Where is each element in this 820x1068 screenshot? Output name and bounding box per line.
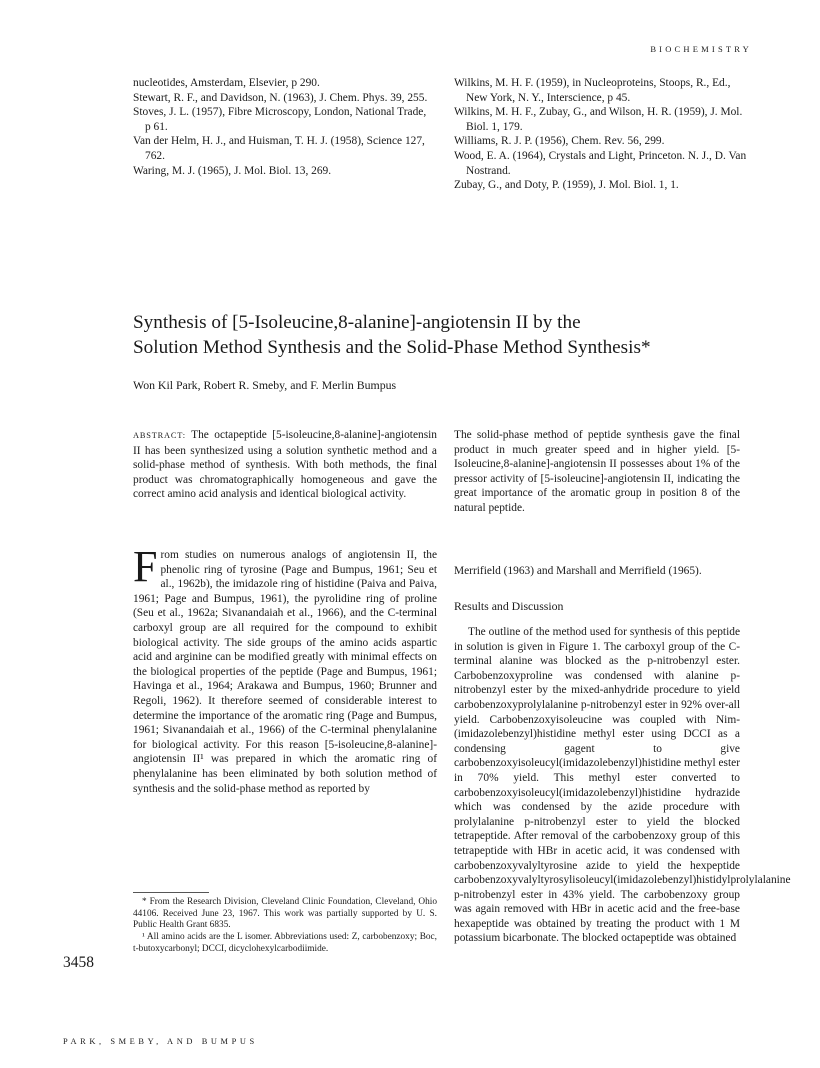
results-text: The outline of the method used for synthesis of this peptide in solution is given in Figure 1. The carboxyl group of the C-terminal alanine was blocked as the p-nitrobenzyl ester. Carbobenzoxyproline was condensed with alanine p-nitrobenzyl ester by the mixed-anhydride procedure to yield carbobenzoxyprolylalanine p-nitrobenzyl ester in 92% over-all yield. Carbobenzoxyisoleucine was coupled with Nim-(imidazolebenzyl)histidine methyl ester using DCCI as a condensing gagent to give carbobenzoxyisoleucyl(imidazolebenzyl)histidine methyl ester in 70% yield. This methyl ester converted to carbobenzoxyisoleucyl(imidazolebenzyl)histidine hydrazide which was condensed by the azide procedure with prolylalanine p-nitrobenzyl ester to yield the blocked tetrapeptide. After removal of the carbobenzoxy group of this tetrapeptide with HBr in acetic acid, it was condensed with carbobenzoxyvalyltyrosine azide to yield the hexpeptide carbobenzoxyvalyltyrosylisoleucyl(imidazolebenzyl)histidylprolylalanine p-nitrobenzyl ester in 43% yield. The carbobenzoxy group was again removed with HBr in acetic acid and the free-base hexapeptide was obtained by treating the product with 1 M potassium bicarbonate. The blocked octapeptide was obtained	[454, 626, 791, 945]
reference-item: Wilkins, M. H. F. (1959), in Nucleoproteins, Stoops, R., Ed., New York, N. Y., Interscience, p 45.	[454, 77, 731, 104]
reference-item: nucleotides, Amsterdam, Elsevier, p 290.	[133, 77, 320, 89]
abstract-left	[133, 428, 437, 502]
reference-item: Wood, E. A. (1964), Crystals and Light, Princeton. N. J., D. Van Nostrand.	[454, 149, 747, 177]
abstract-label: ABSTRACT:	[133, 431, 186, 440]
page-number: 3458	[63, 954, 94, 971]
drop-cap: F	[133, 542, 158, 591]
reference-item: Stoves, J. L. (1957), Fibre Microscopy, London, National Trade, p 61.	[133, 106, 427, 133]
footnote: * From the Research Division, Cleveland Clinic Foundation, Cleveland, Ohio 44106. Received June 23, 1967. This work was partially supported by U. S. Public Health Grant 6835.	[133, 897, 437, 931]
running-foot: PARK, SMEBY, AND BUMPUS	[63, 1037, 258, 1046]
intro-continued: Merrifield (1963) and Marshall and Merrifield (1965).	[454, 565, 702, 577]
reference-item: Zubay, G., and Doty, P. (1959), J. Mol. Biol. 1, 1.	[454, 179, 679, 192]
article-title	[133, 311, 753, 360]
footnotes	[133, 897, 437, 956]
title-line: Synthesis of [5-Isoleucine,8-alanine]-angiotensin II by the	[133, 312, 581, 333]
references-left	[133, 76, 433, 178]
reference-item: Van der Helm, H. J., and Huisman, T. H. J. (1958), Science 127, 762.	[133, 135, 425, 162]
authors: Won Kil Park, Robert R. Smeby, and F. Merlin Bumpus	[133, 378, 397, 392]
intro-text: rom studies on numerous analogs of angiotensin II, the phenolic ring of tyrosine (Page and Bumpus, 1961; Seu et al., 1962b), the imidazole ring of histidine (Paiva and Paiva, 1961; Page and Bumpus, 1961), the pyrolidine ring of proline (Seu et al., 1962a; Sivanandaiah et al., 1966), and the C-terminal carboxyl group are all required for the compound to exhibit biological activity. The side groups of the amino acids aspartic acid and arginine can be modified greatly with minimal effects on the biological properties of the peptide (Page and Bumpus, 1961; Havinga et al., 1964; Arakawa and Bumpus, 1960; Brunner and Regoli, 1962). It therefore seemed of considerable interest to determine the importance of the aromatic ring (Page and Bumpus, 1961; Sivanandaiah et al., 1966) of the C-terminal phenylalanine for biological activity. For this reason [5-isoleucine,8-alanine]-angiotensin II¹ was prepared in which the aromatic ring of phenylalanine has been eliminated by both solution method of synthesis and the solid-phase method as reported by	[133, 549, 437, 795]
references-right	[454, 76, 754, 193]
abstract-right: The solid-phase method of peptide synthesis gave the final product in much greater speed and in higher yield. [5-Isoleucine,8-alanine]-angiotensin II possesses about 1% of the pressor activity of [5-isoleucine]-angiotensin II, indicating the great importance of the aromatic group in position 8 of the natural peptide.	[454, 429, 740, 514]
abstract-text: The octapeptide [5-isoleucine,8-alanine]-angiotensin II has been synthesized using a solution synthetic method and a solid-phase method of synthesis. With both methods, the final product was chromatographically homogeneous and gave the correct amino acid analysis and identical biological activity.	[133, 429, 437, 501]
running-head: BIOCHEMISTRY	[650, 44, 752, 54]
footnote-rule	[133, 892, 209, 893]
reference-item: Waring, M. J. (1965), J. Mol. Biol. 13, 269.	[133, 164, 332, 177]
reference-item: Wilkins, M. H. F., Zubay, G., and Wilson, H. R. (1959), J. Mol. Biol. 1, 179.	[454, 106, 743, 133]
section-heading: Results and Discussion	[454, 599, 564, 613]
intro-column	[133, 542, 437, 796]
reference-item: Williams, R. J. P. (1956), Chem. Rev. 56, 299.	[454, 135, 665, 148]
title-line: Solution Method Synthesis and the Solid-Phase Method Synthesis*	[133, 336, 651, 358]
reference-item: Stewart, R. F., and Davidson, N. (1963), J. Chem. Phys. 39, 255.	[133, 91, 428, 104]
footnote: ¹ All amino acids are the L isomer. Abbreviations used: Z, carbobenzoxy; Boc, t-butoxycarbonyl; DCCI, dicyclohexylcarbodiimide.	[133, 932, 437, 954]
